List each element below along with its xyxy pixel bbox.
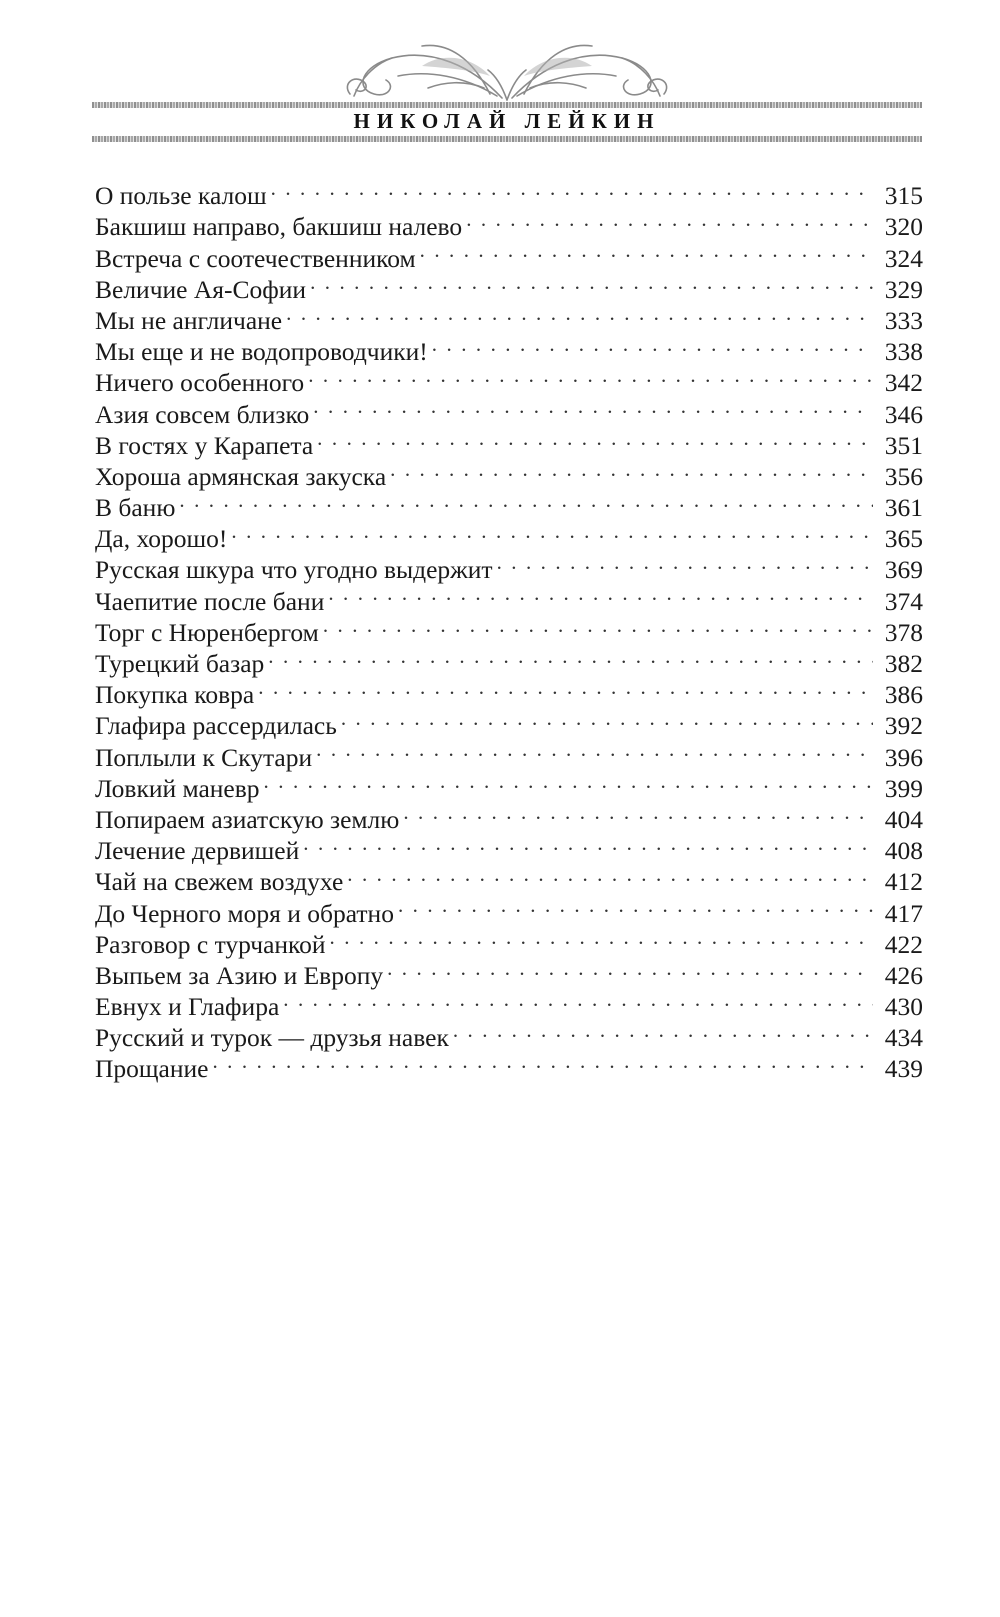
toc-entry-page: 369 — [884, 555, 923, 585]
toc-entry-title: Лечение дервишей — [95, 836, 300, 866]
toc-entry-title: Евнух и Глафира — [95, 992, 280, 1022]
toc-leader-dots — [398, 890, 873, 921]
toc-entry-title: Величие Ая-Софии — [95, 274, 307, 304]
toc-entry-title: Русский и турок — друзья навек — [95, 1023, 449, 1053]
toc-entry-title: Разговор с турчанкой — [95, 929, 326, 959]
toc-entry-title: Поплыли к Скутари — [95, 742, 313, 772]
toc-leader-dots — [310, 267, 873, 298]
toc-entry-title: Мы не англичане — [95, 305, 283, 335]
toc-leader-dots — [317, 423, 873, 454]
toc-entry-title: Азия совсем близко — [95, 399, 310, 429]
toc-entry-page: 356 — [884, 461, 923, 491]
toc-entry-title: Мы еще и не водопроводчики! — [95, 337, 428, 367]
running-header — [92, 36, 922, 146]
toc-leader-dots — [212, 1046, 873, 1077]
toc-leader-dots — [341, 703, 873, 734]
toc-leader-dots — [330, 922, 873, 953]
toc-entry-page: 378 — [884, 617, 923, 647]
toc-leader-dots — [268, 641, 873, 672]
toc-entry-page: 329 — [884, 274, 923, 304]
toc-entry-title: Русская шкура что угодно выдержит — [95, 555, 493, 585]
toc-entry-page: 346 — [884, 399, 923, 429]
toc-entry-page: 374 — [884, 586, 923, 616]
toc-leader-dots — [303, 828, 873, 859]
toc-entry-title: Покупка ковра — [95, 680, 255, 710]
toc-leader-dots — [497, 547, 873, 578]
toc-entry-page: 392 — [884, 711, 923, 741]
ornament-flourish-icon — [92, 36, 922, 106]
toc-entry-page: 399 — [884, 773, 923, 803]
toc-entry-title: Хороша армянская закуска — [95, 461, 387, 491]
toc-entry-page: 386 — [884, 680, 923, 710]
toc-entry-title: Ловкий маневр — [95, 773, 260, 803]
author-name: НИКОЛАЙ ЛЕЙКИН — [353, 109, 661, 133]
toc-entry-title: В гостях у Карапета — [95, 430, 314, 460]
toc-entry-page: 434 — [884, 1023, 923, 1053]
toc-entry-title: Торг с Нюренбергом — [95, 617, 319, 647]
toc-entry-page: 422 — [884, 929, 923, 959]
toc-entry-title: О пользе калош — [95, 181, 267, 211]
toc-leader-dots — [308, 360, 873, 391]
toc-entry-title: Прощание — [95, 1054, 209, 1084]
toc-entry-page: 412 — [884, 867, 923, 897]
toc-entry-page: 426 — [884, 960, 923, 990]
toc-leader-dots — [258, 672, 873, 703]
toc-entry-page: 439 — [884, 1054, 923, 1084]
toc-entry-page: 324 — [884, 243, 923, 273]
toc-entry — [95, 485, 923, 523]
toc-leader-dots — [231, 516, 873, 547]
toc-entry-page: 382 — [884, 649, 923, 678]
toc-entry-title: Встреча с соотечественником — [95, 243, 416, 273]
toc-leader-dots — [347, 859, 873, 890]
toc-leader-dots — [316, 734, 873, 765]
toc-entry-title: Чаепитие после бани — [95, 586, 325, 616]
toc-leader-dots — [313, 391, 873, 422]
toc-entry-page: 320 — [884, 212, 923, 242]
toc-entry-page: 417 — [884, 898, 923, 928]
toc-leader-dots — [466, 204, 873, 235]
toc-entry-page: 333 — [884, 305, 923, 335]
toc-entry-title: Турецкий базар — [95, 649, 265, 678]
toc-entry-page: 430 — [884, 992, 923, 1022]
toc-leader-dots — [283, 984, 873, 1015]
toc-entry-title: Бакшиш направо, бакшиш налево — [95, 212, 463, 242]
toc-entry-title: Попираем азиатскую землю — [95, 804, 400, 834]
toc-entry — [95, 1046, 923, 1084]
toc-leader-dots — [453, 1015, 873, 1046]
toc-leader-dots — [432, 329, 873, 360]
toc-entry-page: 361 — [884, 493, 923, 523]
toc-leader-dots — [286, 298, 873, 329]
toc-leader-dots — [271, 173, 873, 204]
table-of-contents — [95, 173, 923, 1084]
header-rule-bottom — [92, 136, 922, 142]
toc-entry-page: 404 — [884, 804, 923, 834]
toc-leader-dots — [387, 953, 873, 984]
toc-entry-title: Ничего особенного — [95, 368, 305, 398]
toc-leader-dots — [323, 610, 873, 641]
toc-entry-page: 396 — [884, 742, 923, 772]
toc-entry-page: 315 — [884, 181, 923, 211]
toc-entry-title: Глафира рассердилась — [95, 711, 337, 741]
toc-leader-dots — [403, 797, 873, 828]
toc-entry-title: Выпьем за Азию и Европу — [95, 960, 384, 990]
toc-entry-title: В баню — [95, 493, 176, 523]
toc-leader-dots — [264, 766, 873, 797]
toc-leader-dots — [420, 235, 873, 266]
toc-leader-dots — [390, 454, 873, 485]
toc-entry-page: 365 — [884, 524, 923, 554]
toc-entry-page: 338 — [884, 337, 923, 367]
toc-entry-page: 408 — [884, 836, 923, 866]
toc-entry-title: Да, хорошо! — [95, 524, 228, 554]
toc-entry — [95, 173, 923, 211]
toc-entry-title: Чай на свежем воздухе — [95, 867, 344, 897]
toc-entry-title: До Черного моря и обратно — [95, 898, 394, 928]
toc-entry-page: 342 — [884, 368, 923, 398]
toc-leader-dots — [179, 485, 873, 516]
toc-entry-page: 351 — [884, 430, 923, 460]
toc-entry — [95, 516, 923, 554]
toc-leader-dots — [328, 578, 873, 609]
